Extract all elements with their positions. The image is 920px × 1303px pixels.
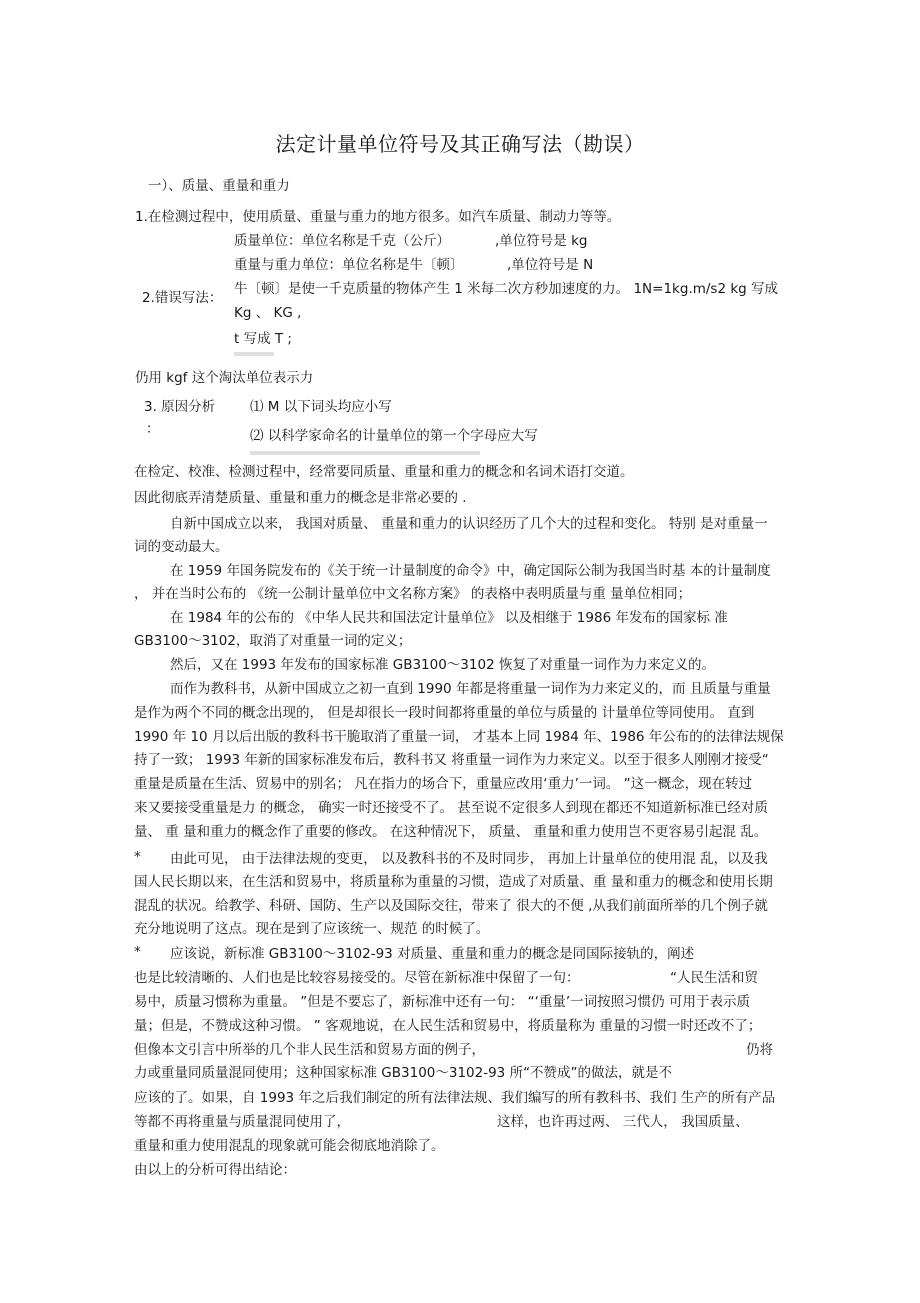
document-title: 法定计量单位符号及其正确写法（勘误） — [275, 132, 645, 156]
body-line: 来又要接受重量是力 的概念， 确实一时还接受不了。 甚至说不定很多人到现在都还不知道新标准已经对质 — [134, 800, 768, 816]
body-line: 在检定、校准、检测过程中，经常要同质量、重量和重力的概念和名词术语打交道。 — [134, 464, 634, 480]
item-3-label-colon: ： — [146, 421, 160, 437]
bullet-mark: * — [134, 849, 141, 865]
body-line: 这样，也许再过两、 三代人， 我国质量、 — [497, 1114, 749, 1130]
body-line: 由以上的分析可得出结论： — [134, 1162, 296, 1178]
body-line: 但像本文引言中所举的几个非人民生活和贸易方面的例子， — [134, 1042, 485, 1058]
body-line: 仍将 — [746, 1042, 773, 1058]
body-line: 重量和重力使用混乱的现象就可能会彻底地消除了。 — [134, 1138, 445, 1154]
body-line: 充分地说明了这点。现在是到了应该统一、规范 的时候了。 — [134, 921, 490, 937]
body-line: “人民生活和贸 — [670, 970, 758, 986]
body-line: 应该说，新标准 GB3100～3102-93 对质量、重量和重力的概念是同国际接轨的，阐述 — [170, 946, 695, 962]
body-line: 持了一致； 1993 年新的国家标准发布后，教科书又 将重量一词作为力来定义。以至于很多人刚刚才接受“ — [134, 752, 769, 768]
body-line: 在 1959 年国务院发布的《关于统一计量制度的命令》中，确定国际公制为我国当时基 本的计量制度 — [170, 563, 771, 579]
body-line: 在 1984 年的公布的 《中华人民共和国法定计量单位》 以及相继于 1986 年发布的国家标 准 — [170, 610, 728, 626]
section-heading: 一）、质量、重量和重力 — [148, 178, 290, 194]
reason-2: ⑵ 以科学家命名的计量单位的第一个字母应大写 — [250, 428, 538, 444]
body-line: 量；但是，不赞成这种习惯。 ” 客观地说，在人民生活和贸易中，将质量称为 重量的习惯一时还改不了； — [134, 1018, 762, 1034]
body-line: 1990 年 10 月以后出版的教科书干脆取消了重量一词， 才基本上同 1984 年、1986 年公布的的法律法规保 — [134, 729, 784, 745]
body-line: 国人民长期以来，在生活和贸易中，将质量称为重量的习惯，造成了对质量、重 量和重力的概念和使用长期 — [134, 874, 773, 890]
mass-unit-symbol: ,单位符号是 kg — [495, 233, 588, 249]
reason-1: ⑴ M 以下词头均应小写 — [250, 399, 392, 415]
truncated-line-fragment — [250, 451, 480, 455]
body-line: 由此可见， 由于法律法规的变更， 以及教科书的不及时同步， 再加上计量单位的使用混 乱，以及我 — [170, 851, 768, 867]
t-wrong-writing: t 写成 T ; — [234, 331, 292, 347]
item-2-label: 2.错误写法： — [142, 290, 223, 306]
body-line: 量、 重 量和重力的概念作了重要的修改。 在这种情况下， 质量、 重量和重力使用岂不更容易引起混 乱。 — [134, 824, 768, 840]
body-line: 而作为教科书，从新中国成立之初一直到 1990 年都是将重量一词作为力来定义的，而 且质量与重量 — [170, 681, 771, 697]
truncated-line-fragment — [234, 352, 274, 356]
weight-unit-text: 重量与重力单位：单位名称是牛〔顿〕 — [234, 257, 464, 273]
mass-unit-text: 质量单位：单位名称是千克（公斤） — [234, 233, 450, 249]
body-line: 是作为两个不同的概念出现的， 但是却很长一段时间都将重量的单位与质量的 计量单位等同使用。 直到 — [134, 705, 755, 721]
body-line: GB3100～3102，取消了对重量一词的定义； — [134, 633, 412, 649]
body-line: 等都不再将重量与质量混同使用了， — [134, 1114, 350, 1130]
body-line: 力或重量同质量混同使用；这种国家标准 GB3100～3102-93 所“不赞成”的做法，就是不 — [134, 1065, 673, 1081]
body-line: 易中，质量习惯称为重量。 ”但是不要忘了，新标准中还有一句： “‘重量’一词按照习惯仍 可用于表示质 — [134, 994, 750, 1010]
bullet-mark: * — [134, 944, 141, 960]
body-line: 也是比较清晰的、人们也是比较容易接受的。尽管在新标准中保留了一句： — [134, 970, 580, 986]
body-line: 混乱的状况。给教学、科研、国防、生产以及国际交往，带来了 很大的不便 ,从我们前面所举的几个例子就 — [134, 898, 768, 914]
body-line: 词的变动最大。 — [134, 539, 229, 555]
body-line: ， 并在当时公布的 《统一公制计量单位中文名称方案》 的表格中表明质量与重 量单位相同； — [134, 586, 692, 602]
item-3-label: 3. 原因分析 — [144, 399, 216, 415]
kgf-note: 仍用 kgf 这个淘汰单位表示力 — [135, 370, 314, 386]
body-line: 重量是质量在生活、贸易中的别名； 凡在指力的场合下，重量应改用‘重力’一词。 ”这一概念，现在转过 — [134, 776, 753, 792]
item-1: 1.在检测过程中，使用质量、重量与重力的地方很多。如汽车质量、制动力等等。 — [135, 209, 621, 225]
kg-wrong-writing: Kg 、 KG , — [234, 305, 302, 321]
newton-definition: 牛〔顿〕是使一千克质量的物体产生 1 米每二次方秒加速度的力。 1N=1kg.m/s2 kg 写成 — [234, 281, 779, 297]
body-line: 自新中国成立以来， 我国对质量、 重量和重力的认识经历了几个大的过程和变化。 特别 是对重量一 — [170, 516, 768, 532]
weight-unit-symbol: ,单位符号是 N — [507, 257, 594, 273]
body-line: 因此彻底弄清楚质量、重量和重力的概念是非常必要的 . — [134, 490, 467, 506]
body-line: 然后，又在 1993 年发布的国家标准 GB3100～3102 恢复了对重量一词作为力来定义的。 — [170, 657, 715, 673]
body-line: 应该的了。如果，自 1993 年之后我们制定的所有法律法规、我们编写的所有教科书、我们 生产的所有产品 — [134, 1090, 776, 1106]
